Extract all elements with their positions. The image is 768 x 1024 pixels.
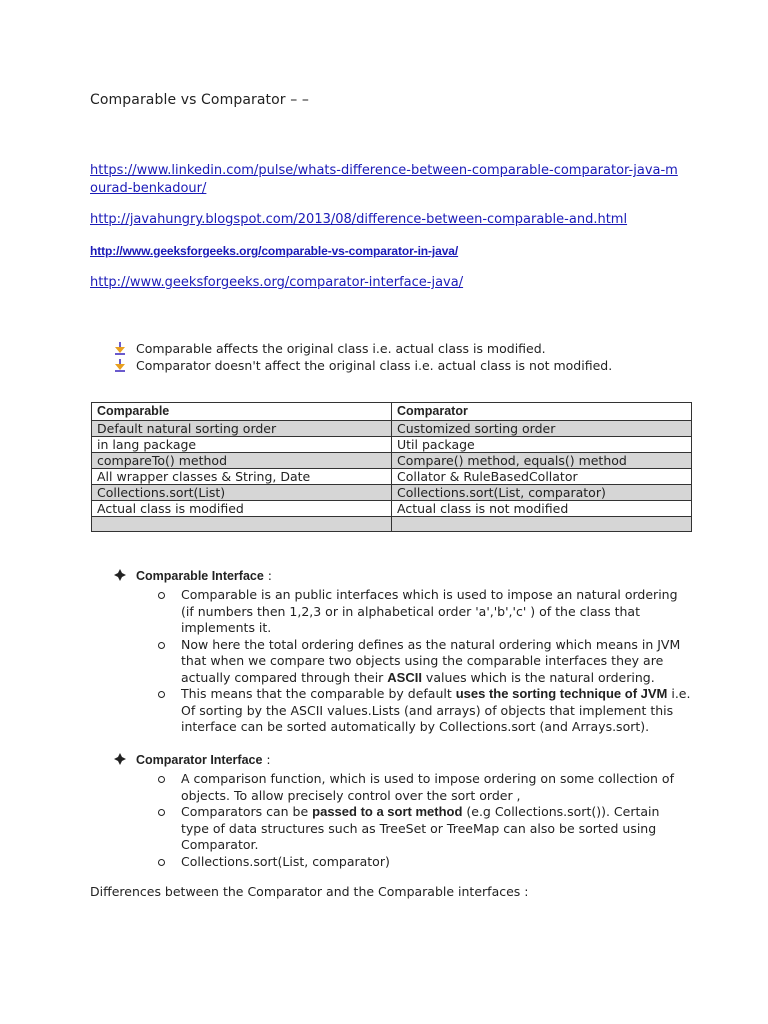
section-heading-suffix: :: [263, 568, 273, 583]
comparator-points: [114, 771, 691, 870]
arrow-bullet-icon: [114, 342, 126, 355]
circle-bullet-icon: [158, 776, 165, 783]
table-row: [92, 453, 692, 469]
bullet-text: Comparator doesn't affect the original class i.e. actual class is not modified.: [136, 358, 613, 373]
point-text: (e.g Collections.sort()). Certain type of data structures such as TreeSet or TreeMap can also be sorted using Comparator.: [181, 804, 660, 852]
list-item: [114, 804, 691, 854]
circle-bullet-icon: [158, 642, 165, 649]
point-text: This means that the comparable by default: [181, 686, 456, 701]
list-item: [114, 357, 612, 374]
circle-bullet-icon: [158, 592, 165, 599]
table-cell: Collections.sort(List): [92, 485, 392, 501]
point-bold-text: uses the sorting technique of JVM: [455, 686, 668, 701]
circle-bullet-icon: [158, 691, 165, 698]
table-header-row: [92, 403, 692, 421]
table-row-empty: [92, 517, 692, 532]
link-geeksforgeeks-comparable[interactable]: http://www.geeksforgeeks.org/comparable-vs-comparator-in-java/: [90, 244, 459, 258]
table-cell: Collections.sort(List, comparator): [392, 485, 692, 501]
comparable-interface-section: [114, 567, 691, 736]
comparable-points: [114, 587, 691, 736]
table-cell: Compare() method, equals() method: [392, 453, 692, 469]
table-row: [92, 421, 692, 437]
bullet-text: Comparable affects the original class i.e. actual class is modified.: [136, 341, 546, 356]
arrow-bullet-icon: [114, 359, 126, 372]
table-row: [92, 469, 692, 485]
link-geeksforgeeks-comparator[interactable]: http://www.geeksforgeeks.org/comparator-interface-java/: [90, 275, 464, 290]
section-heading: [114, 567, 691, 585]
comparison-table: [91, 402, 692, 532]
diamond-bullet-icon: [114, 569, 126, 581]
table-row: [92, 501, 692, 517]
comparator-interface-section: [114, 751, 691, 870]
differences-heading: Differences between the Comparator and the Comparable interfaces :: [90, 884, 529, 899]
section-heading: [114, 751, 691, 769]
circle-bullet-icon: [158, 859, 165, 866]
table-cell: Actual class is not modified: [392, 501, 692, 517]
section-heading-label: Comparator Interface: [136, 753, 263, 767]
table-cell: Customized sorting order: [392, 421, 692, 437]
table-cell: Collator & RuleBasedCollator: [392, 469, 692, 485]
point-bold-text: passed to a sort method: [312, 804, 463, 819]
section-heading-suffix: :: [262, 752, 271, 767]
table-row: [92, 437, 692, 453]
link-linkedin[interactable]: https://www.linkedin.com/pulse/whats-difference-between-comparable-comparator-java-mourad-benkadour/: [90, 163, 678, 196]
point-text: Comparable is an public interfaces which is used to impose an natural ordering (if numbers then 1,2,3 or in alphabetical order 'a','b','c' ) of the class that implements it.: [181, 587, 678, 635]
point-text: Comparators can be: [181, 804, 313, 819]
list-item: [114, 771, 691, 804]
diamond-bullet-icon: [114, 753, 126, 765]
circle-bullet-icon: [158, 809, 165, 816]
point-text: Collections.sort(List, comparator): [181, 853, 390, 869]
point-text: A comparison function, which is used to impose ordering on some collection of objects. To allow precisely control over the sort order ,: [181, 771, 674, 803]
point-text: values which is the natural ordering.: [421, 669, 655, 685]
section-heading-label: Comparable Interface: [136, 569, 264, 583]
table-cell-empty: [92, 517, 392, 532]
reference-links: [90, 162, 680, 292]
point-text: i.e. Of sorting by the ASCII values.Lists (and arrays) of objects that implement this interface can be sorted automatically by Collections.sort (and Arrays.sort).: [181, 686, 691, 734]
table-cell-empty: [392, 517, 692, 532]
list-item: [114, 637, 691, 687]
list-item: [114, 587, 691, 637]
point-bold-text: ASCII: [387, 669, 422, 685]
list-item: [114, 340, 612, 357]
list-item: [114, 686, 691, 736]
summary-bullets: [114, 340, 612, 374]
page-title: Comparable vs Comparator – –: [90, 92, 309, 108]
table-cell: Actual class is modified: [92, 501, 392, 517]
table-cell: Util package: [392, 437, 692, 453]
point-text: Now here the total ordering defines as the natural ordering which means in JVM that when we compare two objects using the comparable interfaces they are actually compared through their: [181, 636, 681, 685]
list-item: [114, 854, 691, 871]
header-comparator: Comparator: [392, 403, 692, 421]
table-row: [92, 485, 692, 501]
table-cell: Default natural sorting order: [92, 421, 392, 437]
table-cell: compareTo() method: [92, 453, 392, 469]
table-cell: in lang package: [92, 437, 392, 453]
link-javahungry[interactable]: http://javahungry.blogspot.com/2013/08/difference-between-comparable-and.html: [90, 212, 628, 227]
header-comparable: Comparable: [92, 403, 392, 421]
table-cell: All wrapper classes & String, Date: [92, 469, 392, 485]
